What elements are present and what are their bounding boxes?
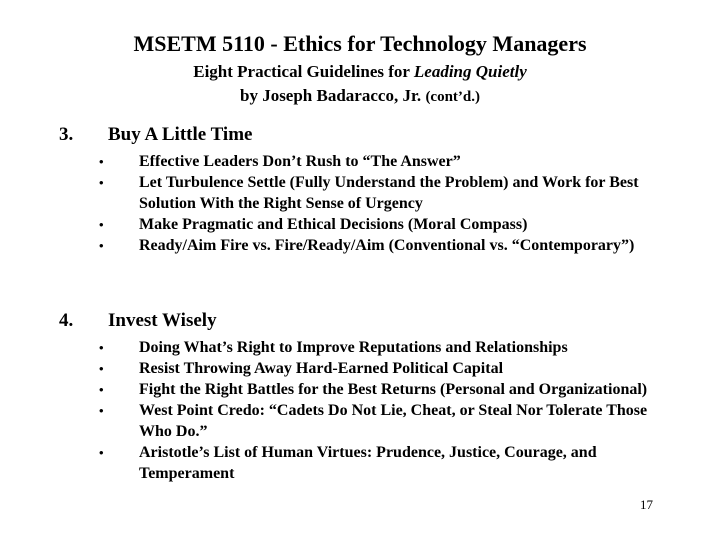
bullet-text: Resist Throwing Away Hard-Earned Political Capital xyxy=(139,360,504,377)
bullet-text: Effective Leaders Don’t Rush to “The Answer” xyxy=(139,153,461,170)
bullet-icon: • xyxy=(99,445,104,460)
section-heading xyxy=(0,123,720,147)
section-title: Buy A Little Time xyxy=(108,124,253,145)
continued-note: (cont’d.) xyxy=(425,89,481,105)
bullet-icon: • xyxy=(99,217,104,232)
subtitle-line-1 xyxy=(0,61,720,83)
list-item xyxy=(0,358,720,379)
slide-title: MSETM 5110 - Ethics for Technology Managers xyxy=(133,31,587,56)
list-item xyxy=(0,337,720,358)
section-heading xyxy=(0,309,720,333)
section-invest-wisely xyxy=(0,309,720,484)
bullet-icon: • xyxy=(99,361,104,376)
list-item xyxy=(0,379,720,400)
bullet-text: Fight the Right Battles for the Best Returns (Personal and Organizational) xyxy=(139,381,648,398)
bullet-text: Ready/Aim Fire vs. Fire/Ready/Aim (Conventional vs. “Contemporary”) xyxy=(139,237,635,254)
bullet-icon: • xyxy=(99,340,104,355)
section-number: 4. xyxy=(59,310,74,331)
bullet-text: Aristotle’s List of Human Virtues: Prudence, Justice, Courage, and Temperament xyxy=(139,444,597,482)
list-item xyxy=(0,214,720,235)
section-title: Invest Wisely xyxy=(108,310,217,331)
author-line: by Joseph Badaracco, Jr. xyxy=(239,86,426,105)
book-title: Leading Quietly xyxy=(413,62,527,81)
bullet-icon: • xyxy=(99,238,104,253)
section-buy-a-little-time xyxy=(0,123,720,256)
subtitle-line-2 xyxy=(0,85,720,108)
list-item xyxy=(0,400,720,442)
bullet-text: West Point Credo: “Cadets Do Not Lie, Cheat, or Steal Nor Tolerate Those Who Do.” xyxy=(139,402,648,440)
section-number: 3. xyxy=(59,124,74,145)
list-item xyxy=(0,151,720,172)
bullet-icon: • xyxy=(99,382,104,397)
bullet-icon: • xyxy=(99,175,104,190)
bullet-text: Make Pragmatic and Ethical Decisions (Moral Compass) xyxy=(139,216,528,233)
bullet-list xyxy=(0,151,720,256)
list-item xyxy=(0,172,720,214)
page-number: 17 xyxy=(640,497,653,512)
list-item xyxy=(0,442,720,484)
bullet-list xyxy=(0,337,720,484)
bullet-text: Doing What’s Right to Improve Reputations and Relationships xyxy=(139,339,568,356)
subtitle-prefix: Eight Practical Guidelines for xyxy=(193,62,414,81)
bullet-icon: • xyxy=(99,403,104,418)
bullet-text: Let Turbulence Settle (Fully Understand the Problem) and Work for Best Solution With the Right Sense of Urgency xyxy=(139,174,639,212)
bullet-icon: • xyxy=(99,154,104,169)
list-item xyxy=(0,235,720,256)
